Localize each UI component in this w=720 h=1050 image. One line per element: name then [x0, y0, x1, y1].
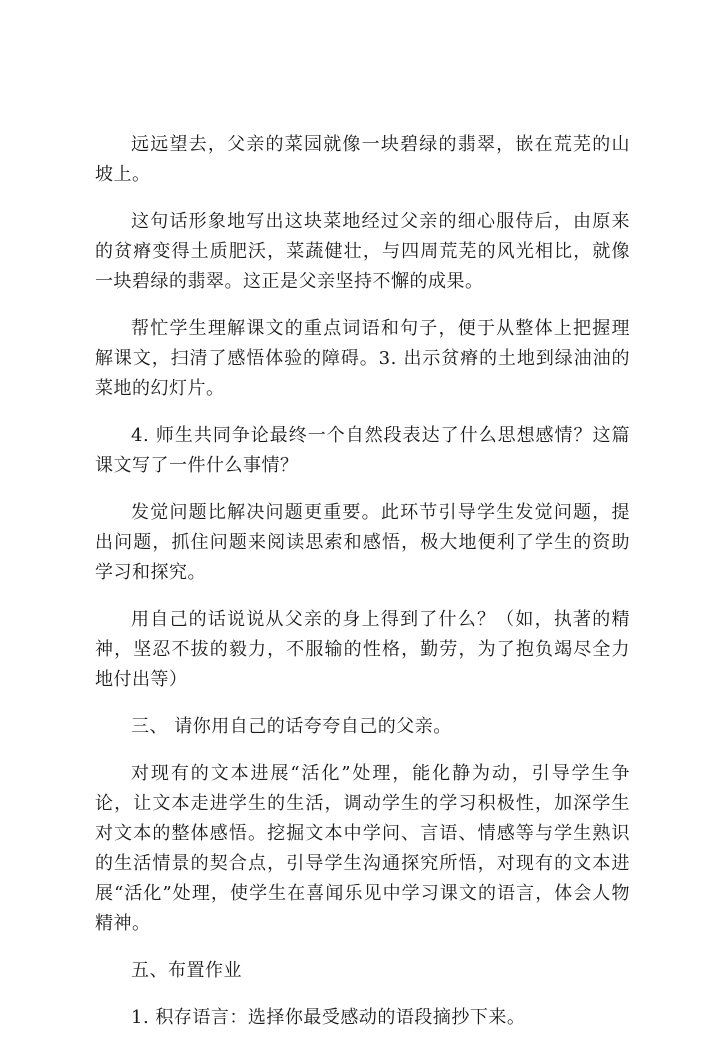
document-body: [95, 130, 630, 1050]
paragraph-6: 用自己的话说说从父亲的身上得到了什么？（如，执著的精神，坚忍不拔的毅力，不服输的性格，勤劳，为了抱负竭尽全力地付出等）: [95, 609, 630, 690]
paragraph-10: 1. 积存语言：选择你最受感动的语段摘抄下来。: [131, 1007, 526, 1028]
paragraph-5: 发觉问题比解决问题更重要。此环节引导学生发觉问题，提出问题，抓住问题来阅读思索和感悟，极大地便利了学生的资助学习和探究。: [95, 502, 630, 583]
paragraph-4: 4. 师生共同争论最终一个自然段表达了什么思想感情？这篇课文写了一件什么事情？: [95, 425, 630, 476]
paragraph-2: 这句话形象地写出这块菜地经过父亲的细心服侍后，由原来的贫瘠变得土质肥沃，菜蔬健壮，与四周荒芜的风光相比，就像一块碧绿的翡翠。这正是父亲坚持不懈的成果。: [95, 211, 630, 292]
paragraph-8: 对现有的文本进展“活化”处理，能化静为动，引导学生争论，让文本走进学生的生活，调动学生的学习积极性，加深学生对文本的整体感悟。挖掘文本中学问、言语、情感等与学生熟识的生活情景的契合点，引导学生沟通探究所悟，对现有的文本进展“活化”处理，使学生在喜闻乐见中学习课文的语言，体会人物精神。: [95, 763, 630, 934]
section-heading-5: 五、布置作业: [131, 960, 242, 981]
paragraph-1: 远远望去，父亲的菜园就像一块碧绿的翡翠，嵌在荒芜的山坡上。: [95, 134, 630, 185]
section-heading-3: 三、 请你用自己的话夸夸自己的父亲。: [131, 716, 452, 737]
paragraph-3: 帮忙学生理解课文的重点词语和句子，便于从整体上把握理解课文，扫清了感悟体验的障碍。3. 出示贫瘠的土地到绿油油的菜地的幻灯片。: [95, 318, 630, 399]
